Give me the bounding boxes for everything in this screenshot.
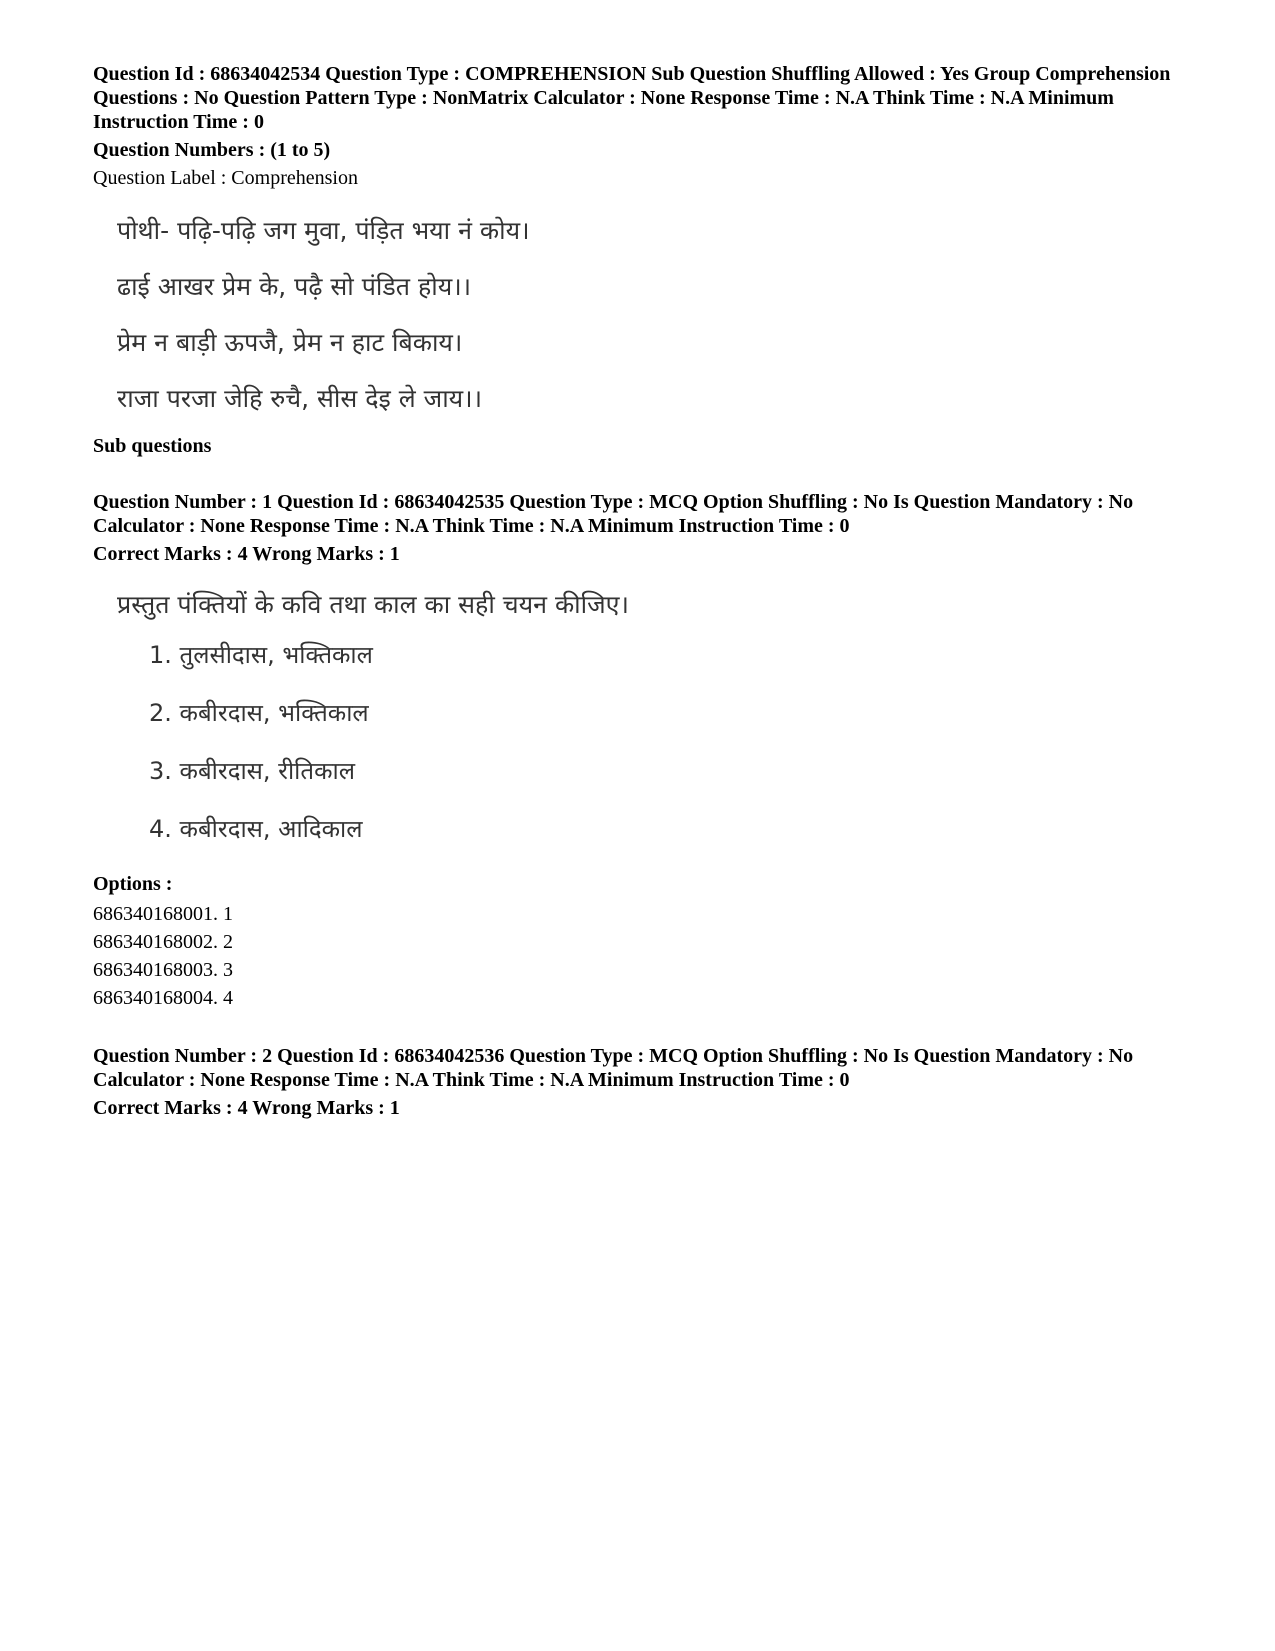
answer-choice: 4. कबीरदास, आदिकाल — [149, 815, 363, 843]
option-item: 686340168004. 4 — [93, 987, 233, 1009]
answer-choice: 2. कबीरदास, भक्तिकाल — [149, 699, 369, 727]
question-meta: Question Number : 2 Question Id : 68634042536 Question Type : MCQ Option Shuffling : No Is Question Mandatory : No Calculator : None Response Time : N.A Think Time : N.A Minimum Instruction Time : 0 — [93, 1045, 1134, 1091]
option-item: 686340168003. 3 — [93, 959, 233, 981]
question-2 — [93, 1044, 1193, 1120]
options-list — [93, 900, 1193, 1012]
answer-choice: 3. कबीरदास, रीतिकाल — [149, 757, 355, 785]
comprehension-passage — [117, 216, 1193, 414]
comprehension-meta: Question Id : 68634042534 Question Type : COMPREHENSION Sub Question Shuffling Allowed : Yes Group Comprehension Questions : No Question Pattern Type : NonMatrix Calculator : None Response Time : N.A Think Time : N.A Minimum Instruction Time : 0 — [93, 63, 1171, 133]
passage-line: राजा परजा जेहि रुचै, सीस देइ ले जाय।। — [117, 384, 483, 413]
passage-line: ढाई आखर प्रेम के, पढ़ै सो पंडित होय।। — [117, 272, 472, 301]
options-heading: Options : — [93, 873, 173, 895]
sub-questions-heading: Sub questions — [93, 435, 212, 457]
question-1 — [93, 490, 1193, 1012]
passage-line: प्रेम न बाड़ी ऊपजै, प्रेम न हाट बिकाय। — [117, 328, 463, 357]
question-marks: Correct Marks : 4 Wrong Marks : 1 — [93, 543, 400, 565]
question-stem: प्रस्तुत पंक्तियों के कवि तथा काल का सही चयन कीजिए। — [117, 590, 629, 619]
answer-choice: 1. तुलसीदास, भक्तिकाल — [149, 641, 373, 669]
answer-choices — [149, 640, 1193, 844]
passage-line: पोथी- पढ़ि-पढ़ि जग मुवा, पंड़ित भया नं कोय। — [117, 216, 530, 245]
option-item: 686340168002. 2 — [93, 931, 233, 953]
question-label: Question Label : Comprehension — [93, 167, 358, 189]
comprehension-block — [93, 62, 1193, 414]
question-meta: Question Number : 1 Question Id : 68634042535 Question Type : MCQ Option Shuffling : No Is Question Mandatory : No Calculator : None Response Time : N.A Think Time : N.A Minimum Instruction Time : 0 — [93, 491, 1134, 537]
question-numbers: Question Numbers : (1 to 5) — [93, 139, 331, 161]
option-item: 686340168001. 1 — [93, 903, 233, 925]
question-paper-page — [93, 62, 1193, 1120]
question-marks: Correct Marks : 4 Wrong Marks : 1 — [93, 1097, 400, 1119]
